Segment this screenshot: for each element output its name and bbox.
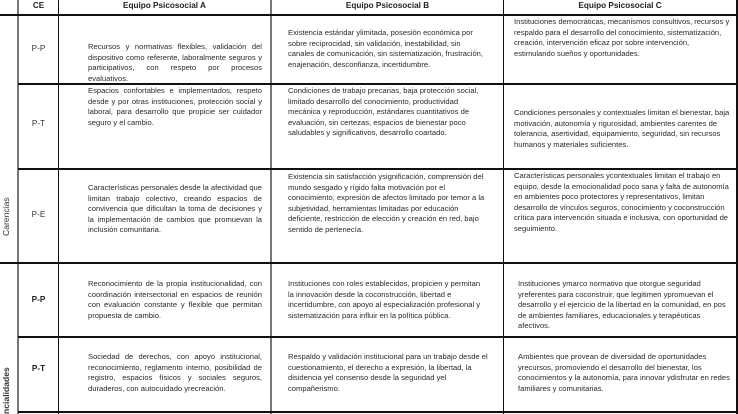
cell-equipo-b: Existencia sin satisfacción ysignificación, comprensión del mundo sesgado y rígido falta motivación por el conocimiento, expresión de afectos limitado por temor a la subjetividad, herramientas limitadas por educación deficiente, restricción de elección y creación en red, bajo sentido de pertenecía. bbox=[288, 172, 485, 234]
cell-equipo-b: Existencia estándar ylimitada, posesión económica por sobre reciprocidad, sin validación, inestabilidad, sin canales de comunicación, sin sistematización, frustración, enajenación, desconfianza, incertidumbre. bbox=[288, 28, 483, 69]
ce-code: P-E bbox=[31, 210, 46, 219]
cell-equipo-a: Recursos y normativas flexibles, validación del dispositivo como referente, laboralmente seguros y participativos, con respeto por procesos evaluativos. bbox=[88, 42, 262, 83]
section-divider bbox=[0, 262, 738, 264]
header-equipo-b: Equipo Psicosocial B bbox=[345, 1, 430, 10]
ce-code: P-T bbox=[31, 119, 46, 128]
header-equipo-a: Equipo Psicosocial A bbox=[123, 1, 206, 10]
cell-equipo-b: Condiciones de trabajo precarias, baja protección social, limitado desarrollo del conocimiento, productividad mecánica y reproducción, estándares cuantitativos de evaluación, sin certezas, espacios de bienestar poco saludables y significativos, desarrollo coartado. bbox=[288, 86, 479, 138]
ce-code: P-P bbox=[31, 44, 46, 53]
cell-equipo-b: Instituciones con roles establecidos, propicien y permitan la innovación desde la coconstrucción, libertad e incertidumbre, con apoyo al especialización profesional y sistematización para influir en la política pública. bbox=[288, 279, 481, 320]
ce-code: P-T bbox=[31, 364, 46, 373]
cell-equipo-c: Ambientes que provean de diversidad de oportunidades yrecursos, promoviendo el desarrollo del bienestar, los conocimientos y la autonomía, para innovar ydisfrutar en redes familiares y comunitarias. bbox=[518, 352, 730, 393]
cell-equipo-b: Respaldo y validación institucional para un trabajo desde el cuestionamiento, el derecho a expresión, la libertad, la disidencia yel consenso desde la seguridad yel compañerismo. bbox=[288, 352, 488, 393]
column-divider-b-c bbox=[503, 0, 504, 414]
table-border-left bbox=[17, 0, 19, 414]
cell-equipo-c: Condiciones personales y contextuales limitan el bienestar, baja motivación, autonomía y rigurosidad, ambientes carentes de tolerancia, asertividad, equipamiento, seguridad, sin recursos humanos y materiales suficientes. bbox=[514, 108, 730, 149]
row-divider bbox=[18, 168, 738, 170]
row-divider bbox=[18, 336, 738, 338]
category-label-potencialidades: ncialidades bbox=[1, 367, 11, 414]
header-ce: CE bbox=[32, 1, 45, 10]
ce-code: P-P bbox=[31, 295, 46, 304]
header-equipo-c: Equipo Psicosocial C bbox=[578, 1, 662, 10]
cell-equipo-a: Características personales desde la afectividad que limitan trabajo colectivo, creando espacios de convivencia que dificultan la toma de decisiones y la implementación de cambios que promuevan la inclusión comunitaria. bbox=[88, 183, 262, 235]
category-label-carencias: Carencias bbox=[1, 197, 11, 236]
cell-equipo-a: Sociedad de derechos, con apoyo institucional, reconocimiento, reglamento interno, posibilidad de registro, espacios físicos y sociales seguros, duraderos, con autocuidado yrecreación. bbox=[88, 352, 262, 393]
cell-equipo-c: Características personales ycontextuales limitan el trabajo en equipo, desde la emocionalidad poco sana y falta de autonomía en ambientes poco protectores y representativos, limitan desarrollo de vínculos seguros, conocimiento y coconstrucción crítica para intervención situada e inclusiva, con oportunidad de seguimiento. bbox=[514, 171, 729, 233]
column-divider-ce bbox=[58, 0, 59, 414]
header-divider bbox=[0, 14, 738, 16]
row-divider bbox=[18, 411, 738, 413]
cell-equipo-c: Instituciones democráticas, mecanismos consultivos, recursos y respaldo para el desarrollo del conocimiento, sistematización, creación, intervención eficaz por sobre intervención, estimulando sueños y oportunidades. bbox=[514, 17, 730, 58]
cell-equipo-a: Espacios confortables e implementados, respeto desde y por otras instituciones, protección social y laboral, para desarrollo que propicie ser cuidador seguro y el cambio. bbox=[88, 86, 262, 127]
cell-equipo-a: Reconocimiento de la propia institucionalidad, con coordinación intersectorial en espacios de reunión con evaluación constante y flexible que permitan propuesta de cambio. bbox=[88, 279, 262, 320]
column-divider-a-b bbox=[270, 0, 272, 414]
cell-equipo-c: Instituciones ymarco normativo que otorgue seguridad yreferentes para coconstruir, que legitimen ypromuevan el desarrollo y el ejercicio de la libertad en la comunidad, en pos de ambientes familiares, educacionales y terapéuticas afectivos. bbox=[518, 279, 726, 331]
